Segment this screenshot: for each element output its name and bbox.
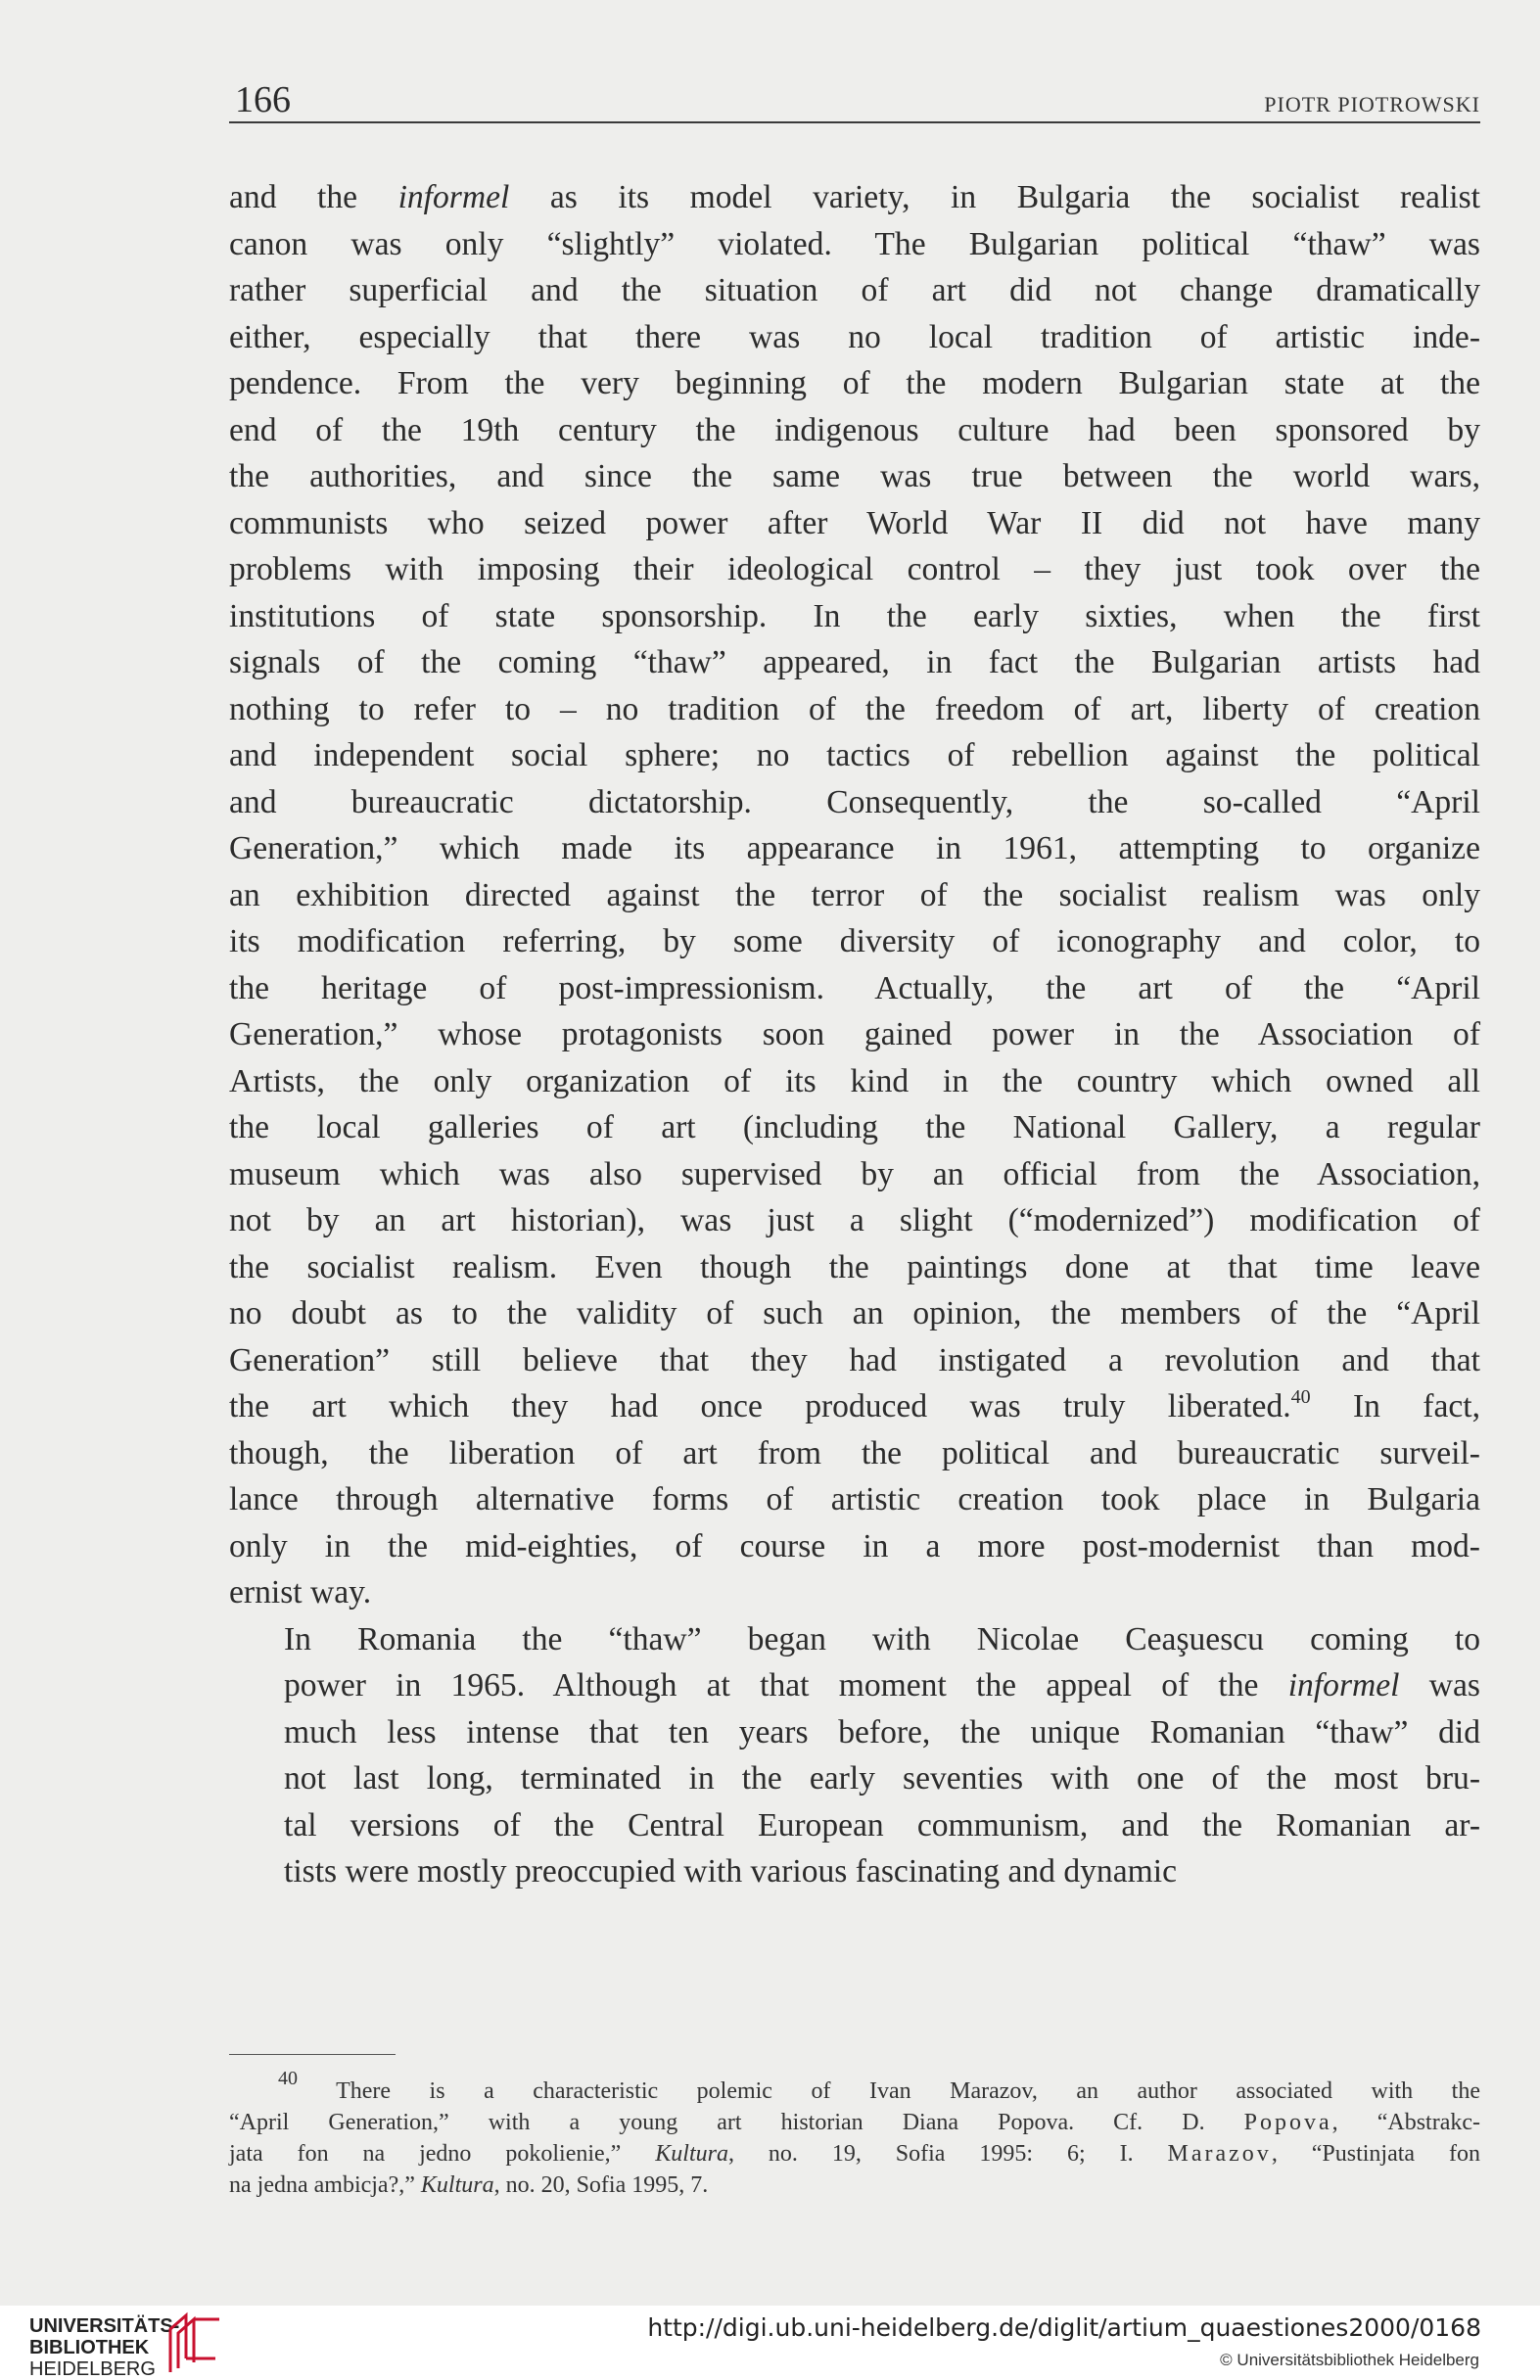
text-line: ernist way.: [229, 1574, 372, 1610]
text-line: not last long, terminated in the early seventies with one of the most bru-: [284, 1760, 1480, 1797]
text-line: nothing to refer to – no tradition of the freedom of art, liberty of creation: [229, 690, 1480, 727]
running-head: PIOTR PIOTROWSKI: [1264, 92, 1480, 117]
author-name: Marazov: [1167, 2141, 1272, 2167]
italic-title: informel: [1287, 1667, 1400, 1703]
text-line: and bureaucratic dictatorship. Consequently, the so-called “April: [229, 783, 1480, 820]
text-line: the heritage of post-impressionism. Actually, the art of the “April: [229, 969, 1480, 1006]
text-line: no doubt as to the validity of such an opinion, the members of the “April: [229, 1295, 1480, 1331]
text-line: museum which was also supervised by an official from the Association,: [229, 1155, 1480, 1192]
text-line: the authorities, and since the same was true between the world wars,: [229, 458, 1480, 494]
text-line: the art which they had once produced was truly liberated.$^{40}$ In fact,: [229, 1386, 1480, 1424]
text-line: na jedna ambicja?,” Kultura, no. 20, Sofia 1995, 7.: [229, 2172, 709, 2198]
text-line: power in 1965. Although at that moment the appeal of the informel was: [284, 1667, 1480, 1703]
text-line: though, the liberation of art from the political and bureaucratic surveil-: [229, 1434, 1480, 1471]
text-line: only in the mid-eighties, of course in a more post-modernist than mod-: [229, 1527, 1480, 1564]
text-line: much less intense that ten years before, the unique Romanian “thaw” did: [284, 1713, 1480, 1750]
text-line: Artists, the only organization of its kind in the country which owned all: [229, 1062, 1480, 1099]
footnote-reference: 40: [1290, 1386, 1311, 1408]
footnote-reference: 40: [278, 2068, 298, 2089]
text-line: and independent social sphere; no tactics of rebellion against the political: [229, 737, 1480, 773]
text-line: the local galleries of art (including the National Gallery, a regular: [229, 1109, 1480, 1145]
text-line: In Romania the “thaw” began with Nicolae Ceaşuescu coming to: [284, 1620, 1480, 1657]
body-text: [229, 174, 1480, 1895]
text-line: an exhibition directed against the terror of the socialist realism was only: [229, 876, 1480, 913]
italic-title: informel: [397, 179, 510, 215]
logo-line-3: HEIDELBERG: [29, 2358, 156, 2380]
text-line: Generation,” which made its appearance in 1961, attempting to organize: [229, 830, 1480, 866]
text-line: Generation” still believe that they had instigated a revolution and that: [229, 1341, 1480, 1378]
text-line: and the informel as its model variety, in Bulgaria the socialist realist: [229, 179, 1481, 215]
text-line: “April Generation,” with a young art historian Diana Popova. Cf. D. Popova, “Abstrakc-: [229, 2110, 1481, 2135]
text-line: rather superficial and the situation of art did not change dramatically: [229, 272, 1480, 308]
text-line: communists who seized power after World War II did not have many: [229, 504, 1480, 541]
source-url-link[interactable]: http://digi.ub.uni-heidelberg.de/diglit/artium_quaestiones2000/0168: [647, 2313, 1481, 2342]
text-line: canon was only “slightly” violated. The Bulgarian political “thaw” was: [229, 225, 1480, 262]
logo-line-2: BIBLIOTHEK: [29, 2337, 150, 2358]
italic-title: Kultura: [420, 2172, 494, 2198]
text-line: Generation,” whose protagonists soon gained power in the Association of: [229, 1016, 1480, 1052]
text-line: its modification referring, by some diversity of iconography and color, to: [229, 923, 1480, 959]
author-name: Popova: [1243, 2110, 1332, 2135]
text-line: the socialist realism. Even though the paintings done at that time leave: [229, 1248, 1480, 1285]
library-logo-icon: [164, 2310, 223, 2374]
text-line: signals of the coming “thaw” appeared, in fact the Bulgarian artists had: [229, 644, 1480, 680]
copyright-notice: © Universitätsbibliothek Heidelberg: [1220, 2351, 1479, 2369]
library-logo-text: [29, 2315, 179, 2380]
footnote-divider: [229, 2054, 396, 2055]
page-number: 166: [235, 79, 291, 120]
paragraph-1: [229, 174, 1480, 1616]
library-footer: [0, 2306, 1540, 2380]
text-line: tists were mostly preoccupied with various fascinating and dynamic: [284, 1853, 1177, 1890]
text-line: tal versions of the Central European communism, and the Romanian ar-: [284, 1806, 1480, 1843]
text-line: problems with imposing their ideological control – they just took over the: [229, 551, 1480, 587]
text-line: end of the 19th century the indigenous culture had been sponsored by: [229, 411, 1480, 448]
text-line: jata fon na jedno pokolienie,” Kultura, no. 19, Sofia 1995: 6; I. Marazov, “Pustinjata fon: [229, 2141, 1480, 2167]
paragraph-2: [229, 1616, 1480, 1895]
text-line: $^{40}$ There is a characteristic polemic of Ivan Marazov, an author associated with the: [278, 2068, 1480, 2104]
page-header: [229, 72, 1480, 123]
footnote-40: [229, 2068, 1481, 2201]
text-line: lance through alternative forms of artistic creation took place in Bulgaria: [229, 1481, 1480, 1517]
text-line: not by an art historian), was just a slight (“modernized”) modification of: [229, 1202, 1480, 1238]
italic-title: Kultura: [655, 2141, 728, 2167]
text-line: institutions of state sponsorship. In the early sixties, when the first: [229, 597, 1480, 634]
text-line: pendence. From the very beginning of the modern Bulgarian state at the: [229, 365, 1480, 401]
logo-line-1: UNIVERSITÄTS-: [29, 2315, 180, 2337]
text-line: either, especially that there was no local tradition of artistic inde-: [229, 318, 1480, 355]
